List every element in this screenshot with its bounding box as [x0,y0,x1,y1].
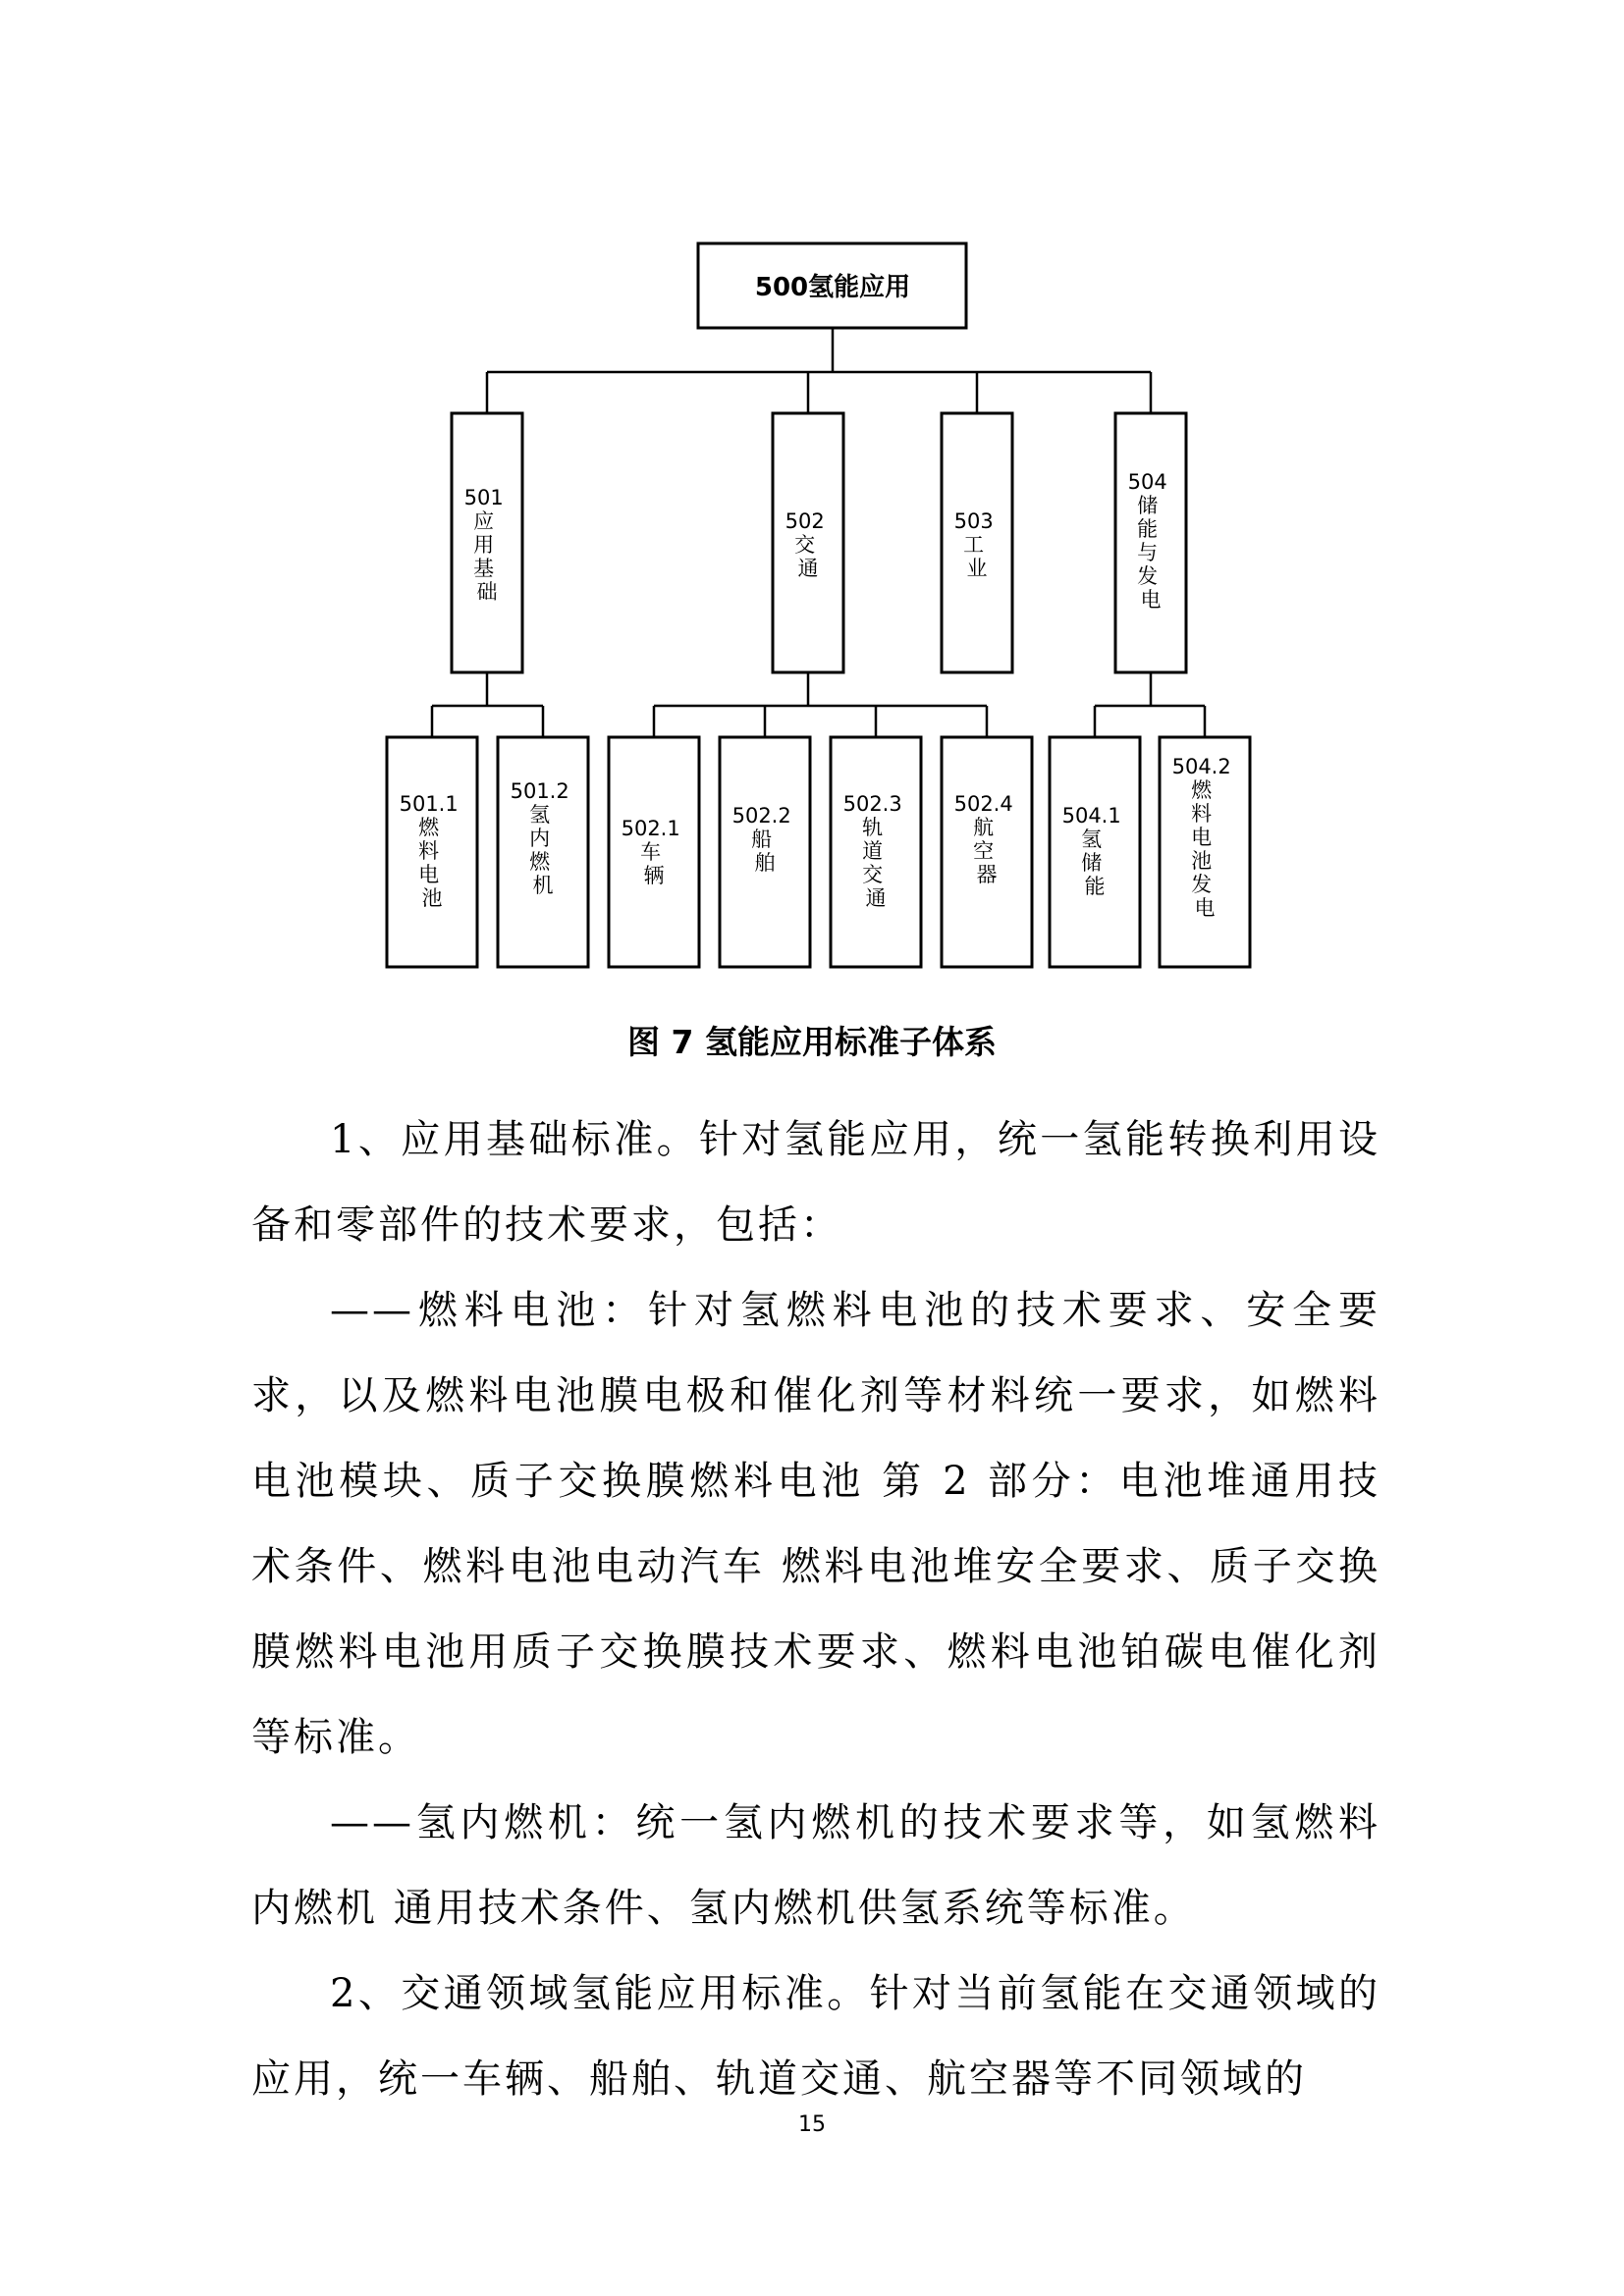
node-501-1-label: 501.1 燃 料 电 池 [399,792,459,910]
node-502-1-vehicles [609,737,699,967]
node-503-industry [942,413,1012,672]
node-504-1-label: 504.1 氢 储 能 [1061,804,1121,898]
paragraph-application-basis: 1、应用基础标准。针对氢能应用，统一氢能转换利用设备和零部件的技术要求，包括： [251,1117,1380,1248]
paragraph-hydrogen-ice: ——氢内燃机：统一氢内燃机的技术要求等，如氢燃料内燃机 通用技术条件、氢内燃机供氢系统等标准。 [251,1800,1380,1931]
node-501-application-basis [452,413,522,672]
node-504-storage-and-power [1115,413,1186,672]
node-502-2-ships [720,737,810,967]
node-502-3-rail-transit [831,737,921,967]
node-501-1-fuel-cell [387,737,477,967]
paragraph-fuel-cell: ——燃料电池：针对氢燃料电池的技术要求、安全要求，以及燃料电池膜电极和催化剂等材料统一要求，如燃料电池模块、质子交换膜燃料电池 第 2 部分：电池堆通用技术条件、燃料电池电动汽车 燃料电池堆安全要求、质子交换膜燃料电池用质子交换膜技术要求、燃料电池铂碳电催化剂等标准。 [251,1288,1380,1760]
figure-caption: 图 7 氢能应用标准子体系 [627,1023,997,1061]
paragraph-transport: 2、交通领域氢能应用标准。针对当前氢能在交通领域的应用，统一车辆、船舶、轨道交通、航空器等不同领域的 [251,1971,1380,2102]
hydrogen-application-standards-diagram [0,0,1624,991]
node-501-2-hydrogen-ice [498,737,588,967]
node-504-1-hydrogen-storage [1050,737,1140,967]
page-number: 15 [798,2112,826,2137]
node-502-2-label: 502.2 船 舶 [731,804,791,875]
node-502-4-label: 502.4 航 空 器 [953,792,1013,886]
node-504-2-fuel-cell-power [1160,737,1250,967]
node-502-4-aircraft [942,737,1032,967]
node-504-2-label: 504.2 燃 料 电 池 发 电 [1171,755,1231,920]
node-501-label: 501 应 用 基 础 [463,486,504,604]
node-502-label: 502 交 通 [785,509,825,580]
node-500-hydrogen-application [698,243,966,328]
node-502-transport [773,413,843,672]
node-503-label: 503 工 业 [953,509,994,580]
node-504-label: 504 储 能 与 发 电 [1127,470,1167,612]
node-501-2-label: 501.2 氢 内 燃 机 [510,779,569,897]
node-502-1-label: 502.1 车 辆 [621,817,680,887]
node-500-label: 500氢能应用 [754,273,911,302]
node-502-3-label: 502.3 轨 道 交 通 [842,792,902,910]
